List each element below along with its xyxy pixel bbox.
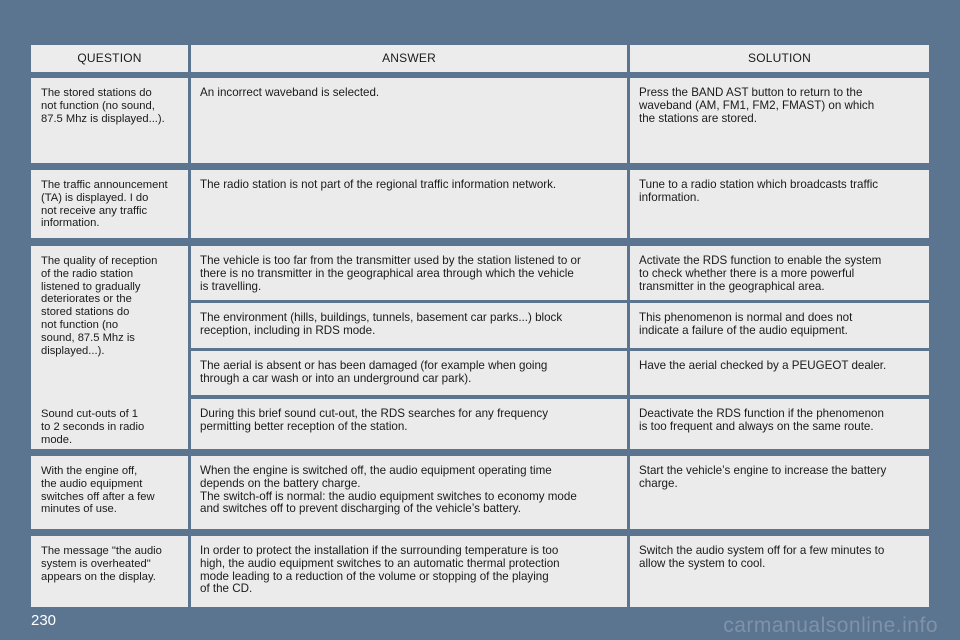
header-solution: SOLUTION: [630, 45, 929, 72]
answer-cell: The aerial is absent or has been damaged (for example when going through a car wash or into an underground car park).: [191, 351, 627, 395]
answer-cell: The environment (hills, buildings, tunnels, basement car parks...) block reception, including in RDS mode.: [191, 303, 627, 348]
question-cell: The quality of reception of the radio station listened to gradually deteriorates or the stored stations do not function (no sound, 87.5 Mhz is displayed...).: [31, 246, 188, 435]
question-cell: The stored stations do not function (no sound, 87.5 Mhz is displayed...).: [31, 78, 188, 163]
solution-cell: This phenomenon is normal and does not indicate a failure of the audio equipment.: [630, 303, 929, 348]
answer-cell: The vehicle is too far from the transmitter used by the station listened to or there is no transmitter in the geographical area through which the vehicle is travelling.: [191, 246, 627, 300]
question-cell: With the engine off, the audio equipment switches off after a few minutes of use.: [31, 456, 188, 529]
solution-cell: Start the vehicle’s engine to increase the battery charge.: [630, 456, 929, 529]
header-answer: ANSWER: [191, 45, 627, 72]
answer-cell: The radio station is not part of the regional traffic information network.: [191, 170, 627, 238]
solution-cell: Activate the RDS function to enable the system to check whether there is a more powerful transmitter in the geographical area.: [630, 246, 929, 300]
answer-cell: An incorrect waveband is selected.: [191, 78, 627, 163]
solution-cell: Have the aerial checked by a PEUGEOT dealer.: [630, 351, 929, 395]
answer-cell: During this brief sound cut-out, the RDS searches for any frequency permitting better reception of the station.: [191, 399, 627, 449]
troubleshooting-table: [31, 45, 929, 607]
solution-cell: Press the BAND AST button to return to the waveband (AM, FM1, FM2, FMAST) on which the stations are stored.: [630, 78, 929, 163]
answer-cell: In order to protect the installation if the surrounding temperature is too high, the audio equipment switches to an automatic thermal protection mode leading to a reduction of the volume or stopping of the playing of the CD.: [191, 536, 627, 607]
solution-cell: Tune to a radio station which broadcasts traffic information.: [630, 170, 929, 238]
solution-cell: Switch the audio system off for a few minutes to allow the system to cool.: [630, 536, 929, 607]
answer-cell: When the engine is switched off, the audio equipment operating time depends on the battery charge. The switch-off is normal: the audio equipment switches to economy mode and switches off to prevent discharging of the vehicle’s battery.: [191, 456, 627, 529]
question-cell: The traffic announcement (TA) is displayed. I do not receive any traffic information.: [31, 170, 188, 238]
watermark-text: carmanualsonline.info: [723, 614, 938, 637]
page-number: 230: [31, 612, 57, 629]
question-cell: Sound cut-outs of 1 to 2 seconds in radio mode.: [31, 399, 188, 449]
question-cell: The message "the audio system is overheated" appears on the display.: [31, 536, 188, 607]
header-question: QUESTION: [31, 45, 188, 72]
solution-cell: Deactivate the RDS function if the phenomenon is too frequent and always on the same route.: [630, 399, 929, 449]
